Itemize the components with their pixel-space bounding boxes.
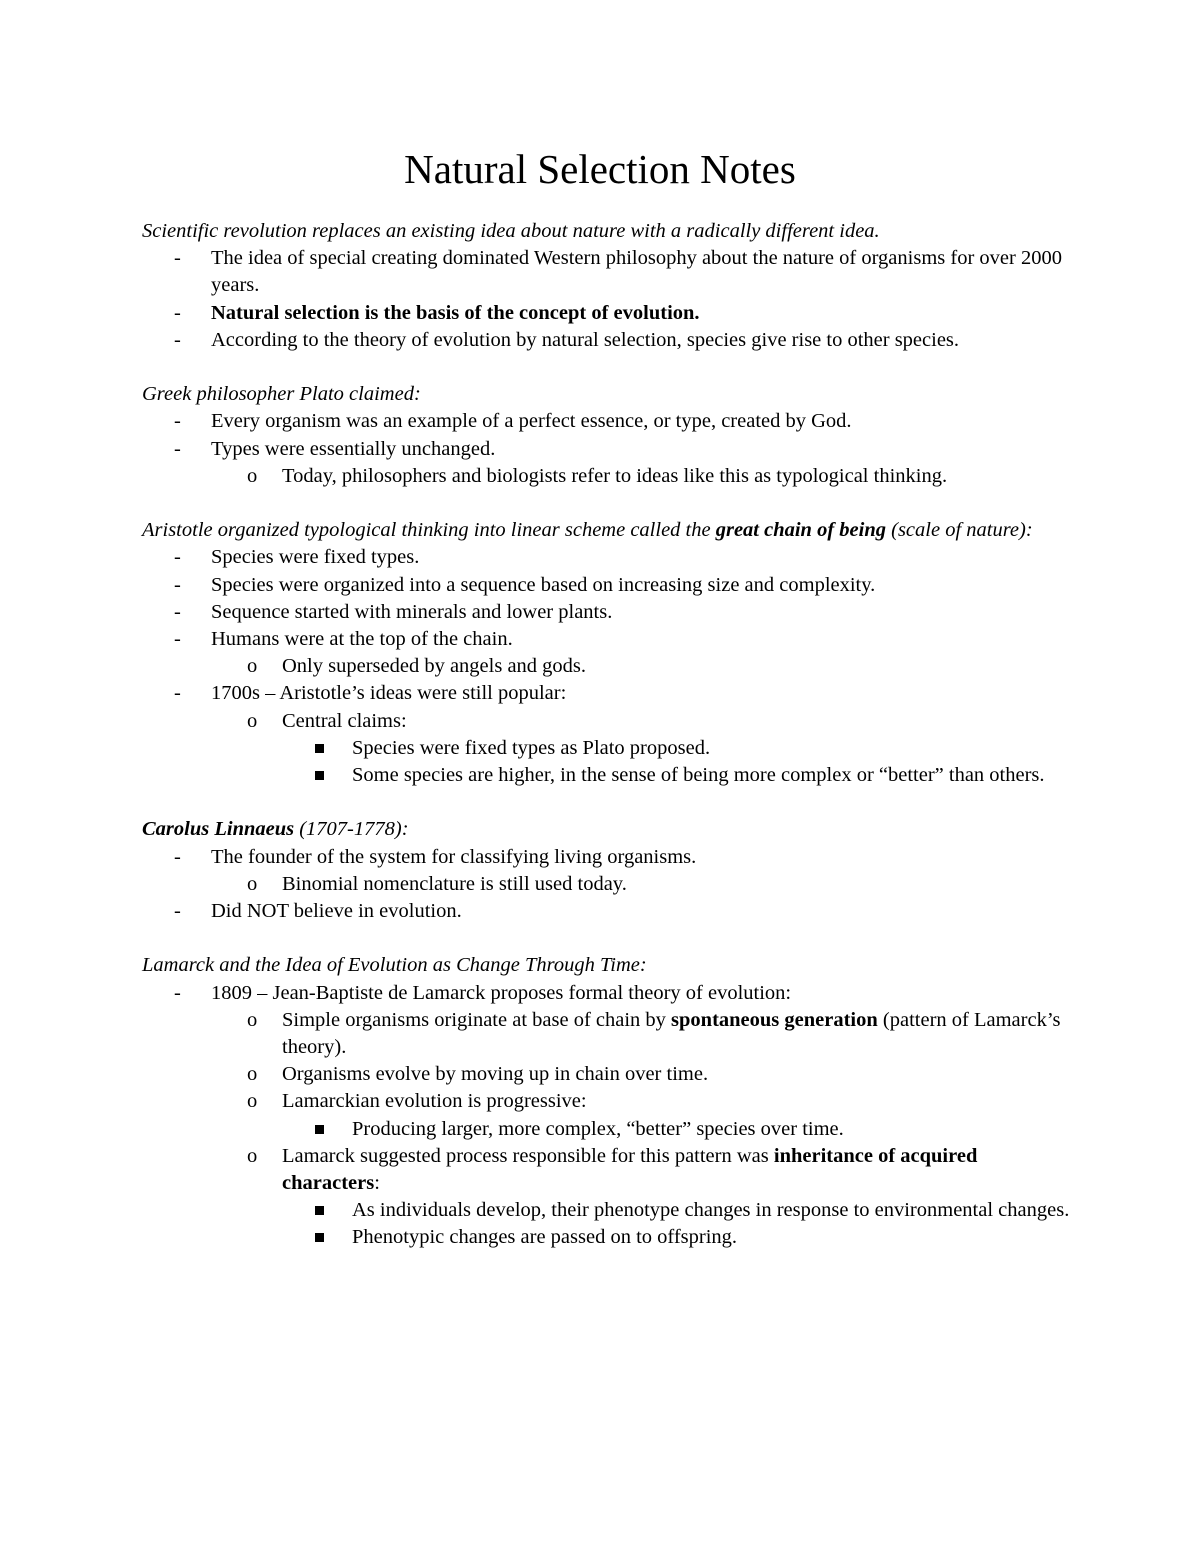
list-item-text: Organisms evolve by moving up in chain over time. [282,1063,709,1086]
section-aristotle [142,517,1072,789]
list-item [142,300,1072,327]
list-item-text: Did NOT believe in evolution. [211,900,462,923]
list-item [142,327,1072,354]
list-item-text: The founder of the system for classifying living organisms. [211,845,697,868]
sub-list-item [142,1061,1072,1088]
bold-term: inheritance of acquired characters [282,1144,978,1195]
list-item-text: Only superseded by angels and gods. [282,655,587,678]
list-item [142,436,1072,463]
list-item [142,680,1072,707]
section-heading [142,517,1072,544]
section-lamarck [142,952,1072,1251]
sub-list-item [142,653,1072,680]
list-item-text: The idea of special creating dominated Western philosophy about the nature of organisms for over 2000 years. [211,247,1062,297]
circle-marker: o [247,1090,258,1113]
dash-marker: - [174,410,181,433]
heading-text: (1707-1778): [294,818,409,841]
list-item-text-bold: Natural selection is the basis of the concept of evolution. [211,301,700,324]
list-item-text: Some species are higher, in the sense of being more complex or “better” than others. [352,764,1045,787]
list-item [142,626,1072,653]
list-item [142,980,1072,1007]
text-run: Simple organisms originate at base of chain by [282,1008,672,1031]
list-item-text: Species were fixed types as Plato proposed. [352,736,711,759]
section-heading: Scientific revolution replaces an existing idea about nature with a radically different idea. [142,220,880,242]
sub-list-item [142,708,1072,735]
heading-bold-term: great chain of being [715,519,886,542]
circle-marker: o [247,1008,258,1031]
text-run: Lamarck suggested process responsible for this pattern was [282,1144,774,1167]
list-item [142,844,1072,871]
dash-marker: - [174,628,181,651]
bullet-list [142,844,1072,926]
dash-marker: - [174,573,181,596]
list-item-text: Phenotypic changes are passed on to offspring. [352,1226,738,1249]
dash-marker: - [174,328,181,351]
list-item-text: Binomial nomenclature is still used today. [282,872,627,895]
sub-sub-list-item [142,1224,1072,1251]
bullet-list [142,408,1072,490]
page-title: Natural Selection Notes [404,146,796,192]
list-item [142,572,1072,599]
dash-marker: - [174,546,181,569]
list-item [142,544,1072,571]
list-item-text: Today, philosophers and biologists refer to ideas like this as typological thinking. [282,464,948,487]
list-item-text [282,1145,977,1194]
list-item-text: Central claims: [282,709,407,732]
dash-marker: - [174,437,181,460]
dash-marker: - [174,900,181,923]
list-item-text [282,1009,1061,1058]
bullet-list [142,980,1072,1252]
square-bullet-icon [315,1206,324,1215]
bullet-list [142,245,1072,354]
text-run: (pattern of Lamarck’s theory). [282,1008,1061,1059]
square-bullet-icon [315,1125,324,1134]
dash-marker: - [174,301,181,324]
list-item [142,245,1072,299]
list-item-text: 1700s – Aristotle’s ideas were still popular: [211,682,567,705]
list-item-text: Sequence started with minerals and lower plants. [211,600,613,623]
dash-marker: - [174,247,181,270]
section-heading [142,816,1072,843]
square-bullet-icon [315,744,324,753]
circle-marker: o [247,1063,258,1086]
section-heading: Greek philosopher Plato claimed: [142,383,421,406]
dash-marker: - [174,682,181,705]
list-item-text: Every organism was an example of a perfect essence, or type, created by God. [211,410,852,433]
heading-bold-term: Carolus Linnaeus [142,818,295,841]
section-plato [142,381,1072,490]
sub-sub-list-item [142,1116,1072,1143]
bullet-list [142,544,1072,789]
sub-list-item [142,1143,1072,1197]
list-item-text: Lamarckian evolution is progressive: [282,1090,587,1113]
circle-marker: o [247,709,258,732]
sub-list-item [142,463,1072,490]
list-item-text: Humans were at the top of the chain. [211,628,513,651]
sub-list-item [142,1007,1072,1061]
dash-marker: - [174,845,181,868]
notes-body [142,218,1072,1252]
list-item [142,599,1072,626]
list-item-text: Types were essentially unchanged. [211,437,496,460]
list-item-text: Species were organized into a sequence based on increasing size and complexity. [211,573,876,596]
list-item-text: According to the theory of evolution by natural selection, species give rise to other species. [211,328,960,351]
circle-marker: o [247,872,258,895]
circle-marker: o [247,464,258,487]
sub-list-item [142,1088,1072,1115]
sub-sub-list-item [142,1197,1072,1224]
list-item-text: 1809 – Jean-Baptiste de Lamarck proposes formal theory of evolution: [211,981,792,1004]
dash-marker: - [174,981,181,1004]
heading-text: Aristotle organized typological thinking into linear scheme called the [142,519,716,542]
list-item-text: Producing larger, more complex, “better” species over time. [352,1117,844,1140]
list-item-text: As individuals develop, their phenotype changes in response to environmental changes. [352,1199,1070,1222]
list-item [142,898,1072,925]
heading-text: (scale of nature): [886,519,1033,542]
circle-marker: o [247,1144,258,1167]
list-item [142,408,1072,435]
section-heading: Lamarck and the Idea of Evolution as Change Through Time: [142,954,647,977]
square-bullet-icon [315,1233,324,1242]
dash-marker: - [174,600,181,623]
text-run: : [374,1172,380,1195]
list-item-text: Species were fixed types. [211,546,420,569]
sub-list-item [142,871,1072,898]
circle-marker: o [247,655,258,678]
section-linnaeus [142,816,1072,925]
bold-term: spontaneous generation [671,1008,878,1031]
sub-sub-list-item [142,762,1072,789]
sub-sub-list-item [142,735,1072,762]
section-scientific-revolution [142,218,1072,354]
square-bullet-icon [315,771,324,780]
